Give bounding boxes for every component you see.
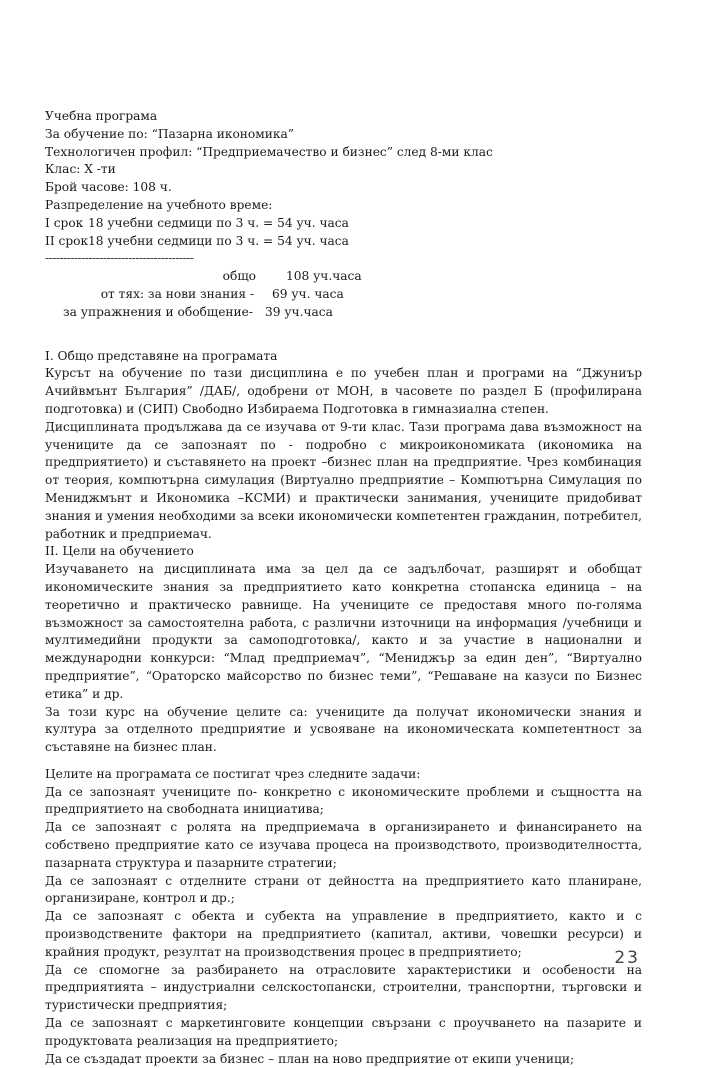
total-row	[45, 286, 642, 304]
schedule-row	[45, 215, 642, 233]
total-label: за упражнения и обобщение-	[63, 304, 253, 319]
schedule-text: 18 учебни седмици по 3 ч. = 54 уч. часа	[88, 215, 349, 230]
total-value: 39 уч.часа	[265, 304, 333, 319]
class-line: Клас: Х -ти	[45, 162, 116, 177]
task-item: Да се спомогне за разбирането на отрасловите характеристики и особености на предприятията – индустриални селскостопански, строителни, транспортни, търговски и туристически предприятия;	[45, 962, 642, 1013]
spacer	[45, 322, 642, 348]
section2-heading: II. Цели на обучението	[45, 544, 194, 559]
section1-paragraph: Дисциплината продължава да се изучава от 9-ти клас. Тази програма дава възможност на учениците да се запознаят по - подробно с микроикономиката (икономика на предприятието) и съставянето на проект –бизнес план на предприятие. Чрез комбинация от теория, компютърна симулация (Виртуално предприятие – Компютърна Симулация по Мениджмънт и Икономика –КСМИ) и практически занимания, учениците придобиват знания и умения необходими за всеки икономически компетентен гражданин, потребител, работник и предприемач.	[45, 419, 642, 541]
total-row	[45, 268, 642, 286]
task-item: Да се запознаят с отделните страни от дейността на предприятието като планиране, организиране, контрол и др.;	[45, 873, 642, 906]
spacer	[45, 757, 642, 766]
page-number: 23	[614, 948, 640, 968]
separator-dashes: -----------------------------------------	[45, 251, 194, 266]
section1-heading: I. Общо представяне на програмата	[45, 348, 278, 363]
total-label: от тях: за нови знания -	[100, 286, 254, 301]
task-item: Да се запознаят с ролята на предприемача в организирането и финансирането на собствено предприятие като се изучава процеса на производството, производителността, пазарната структура и пазарните стратегии;	[45, 820, 642, 870]
task-item: Да се запознаят учениците по- конкретно с икономическите проблеми и същността на предприятието на свободната инициатива;	[45, 784, 642, 817]
schedule-text: 18 учебни седмици по 3 ч. = 54 уч. часа	[88, 233, 349, 248]
subject-line: За обучение по: “Пазарна икономика”	[45, 126, 294, 141]
distribution-heading: Разпределение на учебното време:	[45, 197, 273, 212]
profile-line: Технологичен профил: “Предприемачество и бизнес” след 8-ми клас	[45, 144, 493, 159]
section1-paragraph: Курсът на обучение по тази дисциплина е по учебен план и програми на “Джуниър Ачийвмънт България” /ДАБ/, одобрени от МОН, в часовете по раздел Б (профилирана подготовка) и (СИП) Свободно Избираема Подготовка в гимназиална степен.	[45, 366, 642, 416]
task-item: Да се запознаят с обекта и субекта на управление в предприятието, както и с производствените фактори на предприятието (капитал, активи, човешки ресурси) и крайния продукт, резултат на производствения процес в предприятието;	[45, 909, 642, 959]
schedule-row	[45, 233, 642, 251]
total-label: общо	[222, 269, 256, 284]
tasks-intro: Целите на програмата се постигат чрез следните задачи:	[45, 766, 421, 781]
total-row	[45, 304, 642, 322]
task-item: Да се създадат проекти за бизнес – план на ново предприятие от екипи ученици;	[45, 1051, 575, 1066]
section2-paragraph: Изучаването на дисциплината има за цел да се задълбочат, разширят и обобщат икономическите знания за предприятието като конкретна стопанска единица – на теоретично и практическо равнище. На учениците се предоставя много по-голяма възможност за самостоятелна работа, с различни източници на информация /учебници и мултимедийни продукти за самоподготовка/, както и за участие в национални и международни конкурси: “Млад предприемач”, “Мениджър за един ден”, “Виртуално предприятие”, “Ораторско майсорство по бизнес теми”, “Решаване на казуси по Бизнес етика” и др.	[45, 562, 642, 701]
total-value: 108 уч.часа	[286, 269, 362, 284]
task-item: Да се запознаят с маркетинговите концепции свързани с проучването на пазарите и продуктовата реализация на предприятието;	[45, 1016, 642, 1048]
doc-title: Учебна програма	[45, 109, 158, 123]
total-value: 69 уч. часа	[272, 286, 344, 301]
schedule-term: I срок	[45, 215, 84, 230]
schedule-term: II срок	[45, 233, 89, 248]
hours-line: Брой часове: 108 ч.	[45, 180, 172, 195]
section2-paragraph: За този курс на обучение целите са: учениците да получат икономически знания и култура за отделното предприятие и усвояване на икономическата компетентност за съставяне на бизнес план.	[45, 704, 642, 755]
document-page	[45, 108, 642, 1068]
